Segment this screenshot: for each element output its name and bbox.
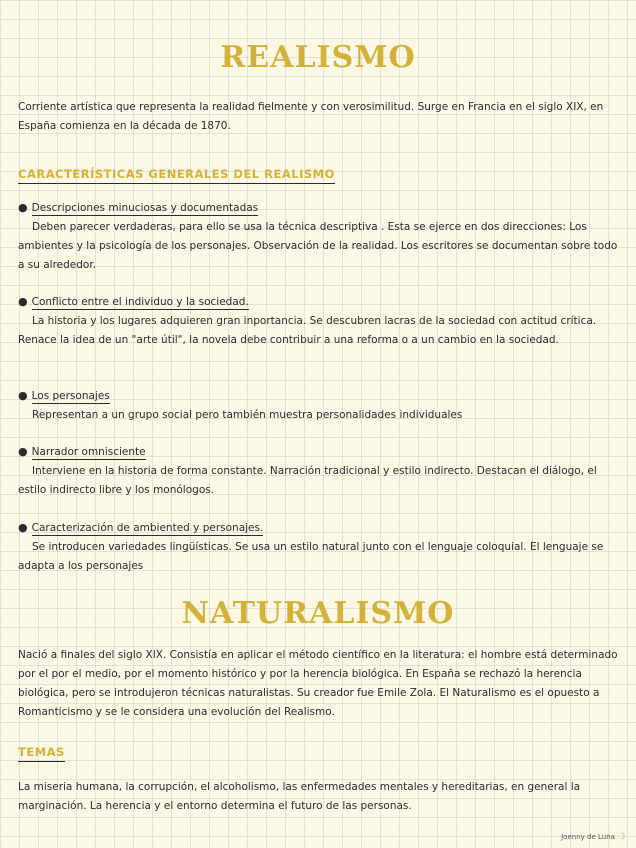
naturalismo-intro: Nació a finales del siglo XIX. Consistía en aplicar el método científico en la literatura: el hombre está determinado por el por el medio, por el momento histórico y por la herencia biológica. En España se rechazó la herencia biológica, pero se introdujeron técnicas naturalistas. Su creador fue Emile Zola. El Naturalismo es el opuesto a Romanticismo y se le considera una evolución del Realismo. — [18, 649, 618, 718]
item-label: Los personajes — [31, 390, 110, 402]
item-text: La historia y los lugares adquieren gran inportancia. Se descubren lacras de la sociedad con actitud crítica. Renace la idea de un "arte útil", la novela debe contribuir a una reforma o a un cambio en la sociedad. — [18, 315, 597, 346]
list-item — [18, 520, 263, 536]
signature — [561, 832, 626, 842]
bullet-icon: ● — [18, 201, 28, 214]
list-item — [18, 294, 249, 310]
item-label: Caracterización de ambiented y personajes. — [31, 522, 264, 534]
temas-heading: TEMAS — [18, 744, 65, 762]
item-label: Conflicto entre el individuo y la sociedad. — [31, 296, 249, 308]
bullet-icon: ● — [18, 389, 28, 402]
realismo-title: REALISMO — [220, 40, 416, 75]
bullet-icon: ● — [18, 295, 28, 308]
item-text: Deben parecer verdaderas, para ello se usa la técnica descriptiva . Esta se ejerce en dos direcciones: Los ambientes y la psicología de los personajes. Observación de la realidad. Los escritores se documentan sobre todo a su alrededor. — [18, 221, 618, 271]
list-item — [18, 388, 110, 404]
item-text: Interviene en la historia de forma constante. Narración tradicional y estilo indirecto. Destacan el diálogo, el estilo indirecto libre y los monólogos. — [18, 465, 597, 496]
item-label: Narrador omnisciente — [31, 446, 146, 458]
item-text: Se introducen variedades lingüísticas. Se usa un estilo natural junto con el lenguaje coloquial. El lenguaje se adapta a los personajes — [18, 541, 604, 572]
list-item — [18, 444, 146, 460]
caracteristicas-heading: CARACTERÍSTICAS GENERALES DEL REALISMO — [18, 166, 335, 184]
naturalismo-title: NATURALISMO — [181, 596, 455, 631]
list-item — [18, 200, 258, 216]
signature-text: Joenny de Luna — [561, 833, 615, 841]
temas-text: La miseria humana, la corrupción, el alcoholismo, las enfermedades mentales y hereditarias, en general la marginación. La herencia y el entorno determina el futuro de las personas. — [18, 781, 581, 812]
bullet-icon: ● — [18, 521, 28, 534]
item-label: Descripciones minuciosas y documentadas — [31, 202, 259, 214]
moon-icon: ☽ — [617, 832, 626, 842]
realismo-intro: Corriente artística que representa la realidad fielmente y con verosimilitud. Surge en Francia en el siglo XIX, en España comienza en la década de 1870. — [18, 101, 604, 132]
item-text: Representan a un grupo social pero también muestra personalidades individuales — [32, 409, 463, 421]
bullet-icon: ● — [18, 445, 28, 458]
